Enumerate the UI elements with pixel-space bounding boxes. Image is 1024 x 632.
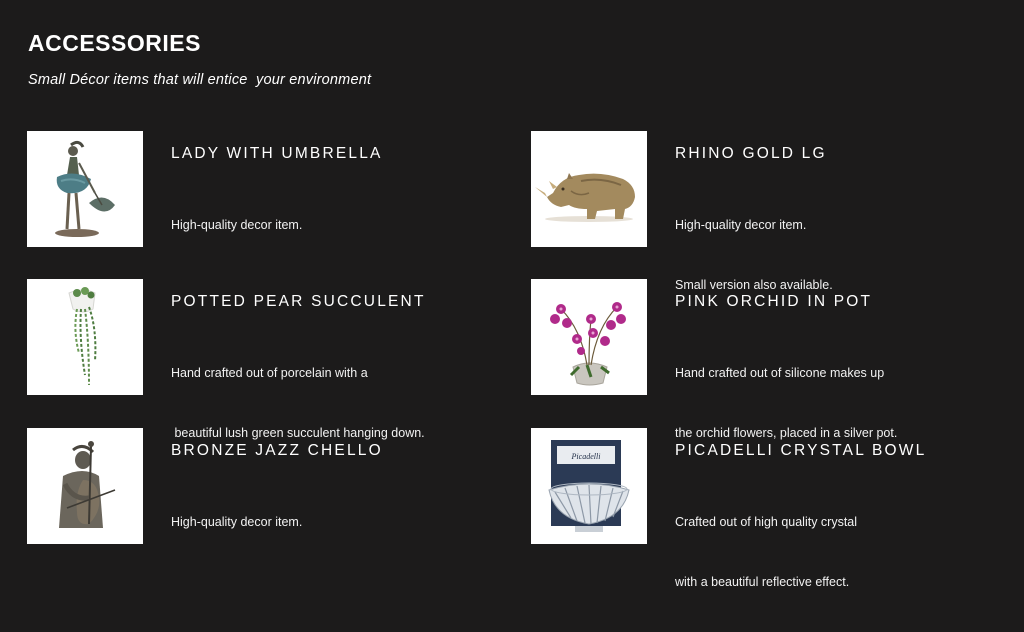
product-name: PICADELLI CRYSTAL BOWL xyxy=(675,442,927,459)
description-line: Small version also available. xyxy=(675,278,833,292)
jazz-cello-sculpture-image[interactable] xyxy=(27,428,143,544)
product-name: BRONZE JAZZ CHELLO xyxy=(171,442,383,459)
hanging-succulent-image[interactable] xyxy=(27,279,143,395)
product-name: LADY WITH UMBRELLA xyxy=(171,145,383,162)
product-name: POTTED PEAR SUCCULENT xyxy=(171,293,426,310)
product-name: RHINO GOLD LG xyxy=(675,145,827,162)
product-description xyxy=(171,175,302,275)
box-label: Picadelli xyxy=(571,452,601,461)
pink-orchid-image[interactable] xyxy=(531,279,647,395)
description-line: the orchid flowers, placed in a silver pot. xyxy=(675,426,898,440)
description-line: Hand crafted out of silicone makes up xyxy=(675,366,885,380)
page-title: ACCESSORIES xyxy=(28,30,201,56)
product-description xyxy=(675,472,857,632)
product-name: PINK ORCHID IN POT xyxy=(675,293,873,310)
product-description xyxy=(675,175,833,335)
description-line: High-quality decor item. xyxy=(171,218,303,232)
description-line: Hand crafted out of porcelain with a xyxy=(171,366,368,380)
lady-umbrella-figurine-image[interactable] xyxy=(27,131,143,247)
page-subtitle: Small Décor items that will entice your environment xyxy=(28,72,372,88)
description-line: High-quality decor item. xyxy=(675,218,807,232)
description-line: with a beautiful reflective effect. xyxy=(675,575,850,589)
product-description xyxy=(171,472,302,572)
crystal-bowl-image[interactable] xyxy=(531,428,647,544)
description-line: High-quality decor item. xyxy=(171,515,303,529)
rhino-sculpture-image[interactable] xyxy=(531,131,647,247)
description-line: beautiful lush green succulent hanging down. xyxy=(171,426,425,440)
description-line: Crafted out of high quality crystal xyxy=(675,515,858,529)
